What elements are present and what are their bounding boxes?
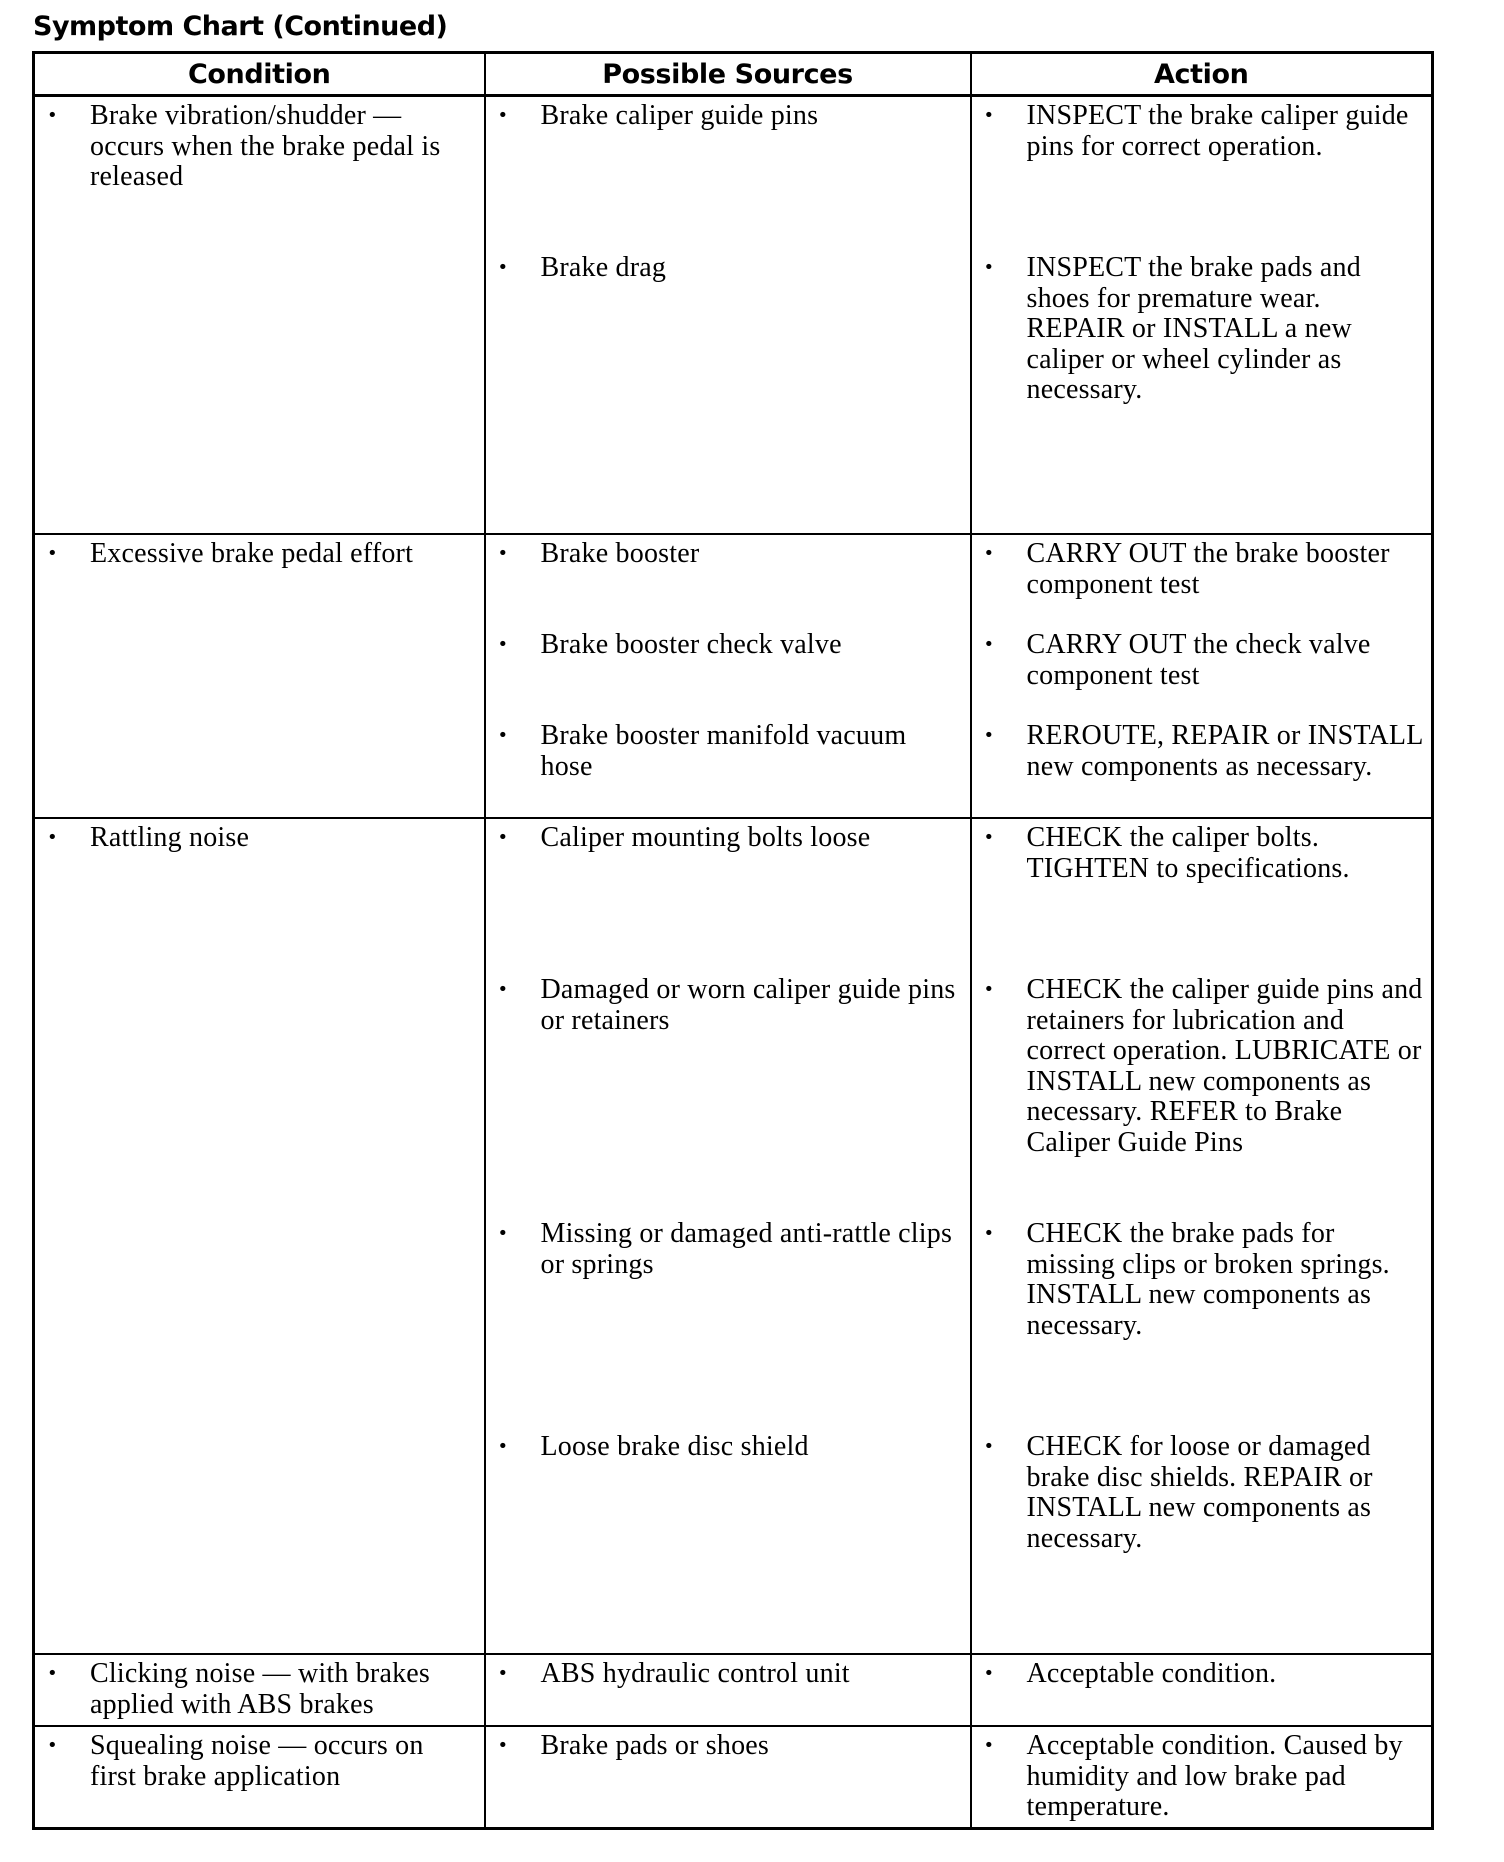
bullet-icon: •: [47, 1735, 58, 1756]
table-row: [34, 534, 1433, 818]
action-item: • CARRY OUT the brake booster component test: [983, 538, 1390, 600]
source-item: • Brake drag: [497, 252, 667, 283]
sources-cell: [485, 534, 971, 818]
bullet-icon: •: [983, 105, 995, 126]
table-row: [34, 1654, 1433, 1726]
symptom-table: [32, 51, 1434, 1830]
header-condition: Condition: [34, 53, 485, 96]
source-item: • Brake booster check valve: [497, 629, 842, 660]
bullet-icon: •: [983, 725, 995, 746]
bullet-icon: •: [983, 634, 995, 655]
condition-item: • Brake vibration/shudder — occurs when the brake pedal is released: [47, 100, 441, 192]
bullet-icon: •: [983, 1663, 995, 1684]
bullet-icon: •: [47, 1663, 58, 1684]
action-cell: [971, 534, 1433, 818]
source-item: • Loose brake disc shield: [497, 1431, 809, 1462]
bullet-icon: •: [497, 1735, 509, 1756]
action-item: • INSPECT the brake pads and shoes for premature wear. REPAIR or INSTALL a new caliper or wheel cylinder as necessary.: [983, 252, 1361, 405]
sources-cell: [485, 96, 971, 535]
source-item: • Missing or damaged anti-rattle clips or springs: [497, 1218, 953, 1280]
source-item: • Damaged or worn caliper guide pins or retainers: [497, 974, 956, 1036]
source-item: • Caliper mounting bolts loose: [497, 822, 871, 853]
bullet-icon: •: [497, 1223, 509, 1244]
bullet-icon: •: [983, 1436, 995, 1457]
condition-item: • Squealing noise — occurs on first brake application: [47, 1730, 424, 1792]
action-cell: [971, 818, 1433, 1654]
bullet-icon: •: [983, 257, 995, 278]
bullet-icon: •: [983, 543, 995, 564]
action-item: • Acceptable condition.: [983, 1658, 1277, 1689]
condition-cell: [34, 818, 485, 1654]
source-item: • ABS hydraulic control unit: [497, 1658, 850, 1689]
bullet-icon: •: [497, 979, 509, 1000]
bullet-icon: •: [497, 543, 509, 564]
bullet-icon: •: [983, 1735, 995, 1756]
chart-title: Symptom Chart (Continued): [33, 11, 448, 42]
condition-cell: [34, 96, 485, 535]
bullet-icon: •: [497, 105, 509, 126]
header-possible-sources: Possible Sources: [485, 53, 971, 96]
bullet-icon: •: [497, 1663, 509, 1684]
condition-cell: [34, 534, 485, 818]
header-action: Action: [971, 53, 1433, 96]
sources-cell: [485, 1726, 971, 1829]
bullet-icon: •: [47, 827, 58, 848]
action-item: • REROUTE, REPAIR or INSTALL new components as necessary.: [983, 720, 1423, 782]
action-cell: [971, 96, 1433, 535]
bullet-icon: •: [983, 979, 995, 1000]
sources-cell: [485, 1654, 971, 1726]
table-row: [34, 818, 1433, 1654]
bullet-icon: •: [497, 1436, 509, 1457]
source-item: • Brake caliper guide pins: [497, 100, 819, 131]
action-item: • INSPECT the brake caliper guide pins for correct operation.: [983, 100, 1409, 162]
action-item: • CARRY OUT the check valve component test: [983, 629, 1371, 691]
bullet-icon: •: [497, 827, 509, 848]
sources-cell: [485, 818, 971, 1654]
condition-item: • Clicking noise — with brakes applied with ABS brakes: [47, 1658, 431, 1720]
action-item: • CHECK the caliper guide pins and retainers for lubrication and correct operation. LUBRICATE or INSTALL new components as necessary. REFER to Brake Caliper Guide Pins: [983, 974, 1423, 1158]
bullet-icon: •: [983, 827, 995, 848]
bullet-icon: •: [497, 725, 509, 746]
bullet-icon: •: [983, 1223, 995, 1244]
table-row: [34, 1726, 1433, 1829]
bullet-icon: •: [497, 634, 509, 655]
action-item: • CHECK for loose or damaged brake disc shields. REPAIR or INSTALL new components as necessary.: [983, 1431, 1373, 1554]
bullet-icon: •: [47, 543, 58, 564]
condition-cell: [34, 1654, 485, 1726]
source-item: • Brake booster: [497, 538, 700, 569]
action-cell: [971, 1726, 1433, 1829]
header-row: [34, 53, 1433, 96]
action-item: • CHECK the brake pads for missing clips or broken springs. INSTALL new components as necessary.: [983, 1218, 1390, 1341]
bullet-icon: •: [497, 257, 509, 278]
action-item: • Acceptable condition. Caused by humidity and low brake pad temperature.: [983, 1730, 1403, 1822]
action-item: • CHECK the caliper bolts. TIGHTEN to specifications.: [983, 822, 1350, 884]
source-item: • Brake booster manifold vacuum hose: [497, 720, 907, 782]
action-cell: [971, 1654, 1433, 1726]
condition-cell: [34, 1726, 485, 1829]
condition-item: • Rattling noise: [47, 822, 250, 853]
condition-item: • Excessive brake pedal effort: [47, 538, 414, 569]
table-row: [34, 96, 1433, 535]
bullet-icon: •: [47, 105, 58, 126]
source-item: • Brake pads or shoes: [497, 1730, 770, 1761]
